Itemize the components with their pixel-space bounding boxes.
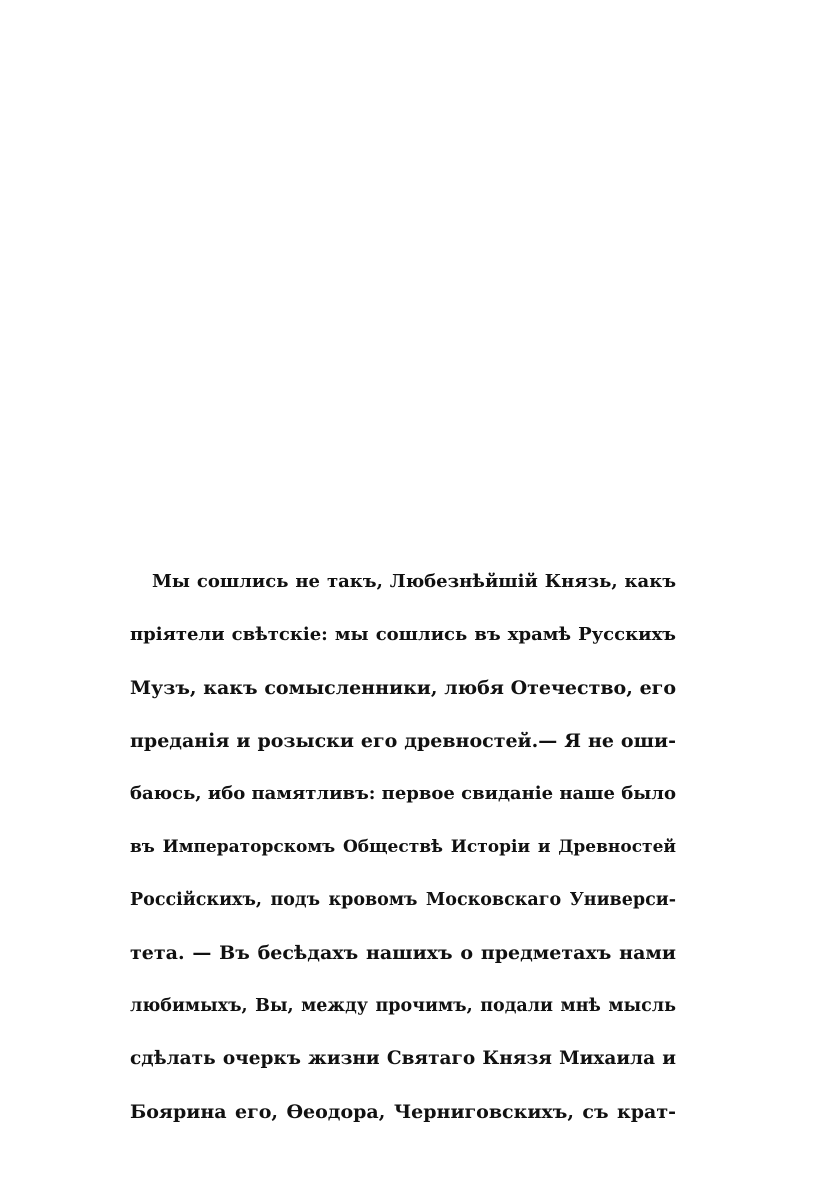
- text-line: Россійскихъ, подъ кровомъ Московскаго Универси-: [130, 890, 676, 910]
- text-line: Мы сошлись не такъ, Любезнѣйшій Князь, какъ: [152, 571, 676, 592]
- text-line: сдѣлать очеркъ жизни Святаго Князя Михаила и: [130, 1048, 676, 1069]
- text-line: въ Императорскомъ Обществѣ Исторіи и Древностей: [130, 837, 676, 857]
- text-line: любимыхъ, Вы, между прочимъ, подали мнѣ мысль: [130, 996, 676, 1016]
- text-line: баюсь, ибо памятливъ: первое свиданіе наше было: [130, 783, 676, 804]
- text-line: пріятели свѣтскіе: мы сошлись въ храмѣ Русскихъ: [130, 624, 676, 645]
- text-line: Боярина его, Ѳеодора, Черниговскихъ, съ крат-: [130, 1101, 676, 1123]
- text-line: тета. — Въ бесѣдахъ нашихъ о предметахъ нами: [130, 942, 676, 964]
- body-paragraph: [130, 558, 676, 1141]
- text-line: Музъ, какъ сомысленники, любя Отечество, его: [130, 677, 676, 699]
- text-line: преданія и розыски его древностей.— Я не оши-: [130, 730, 676, 752]
